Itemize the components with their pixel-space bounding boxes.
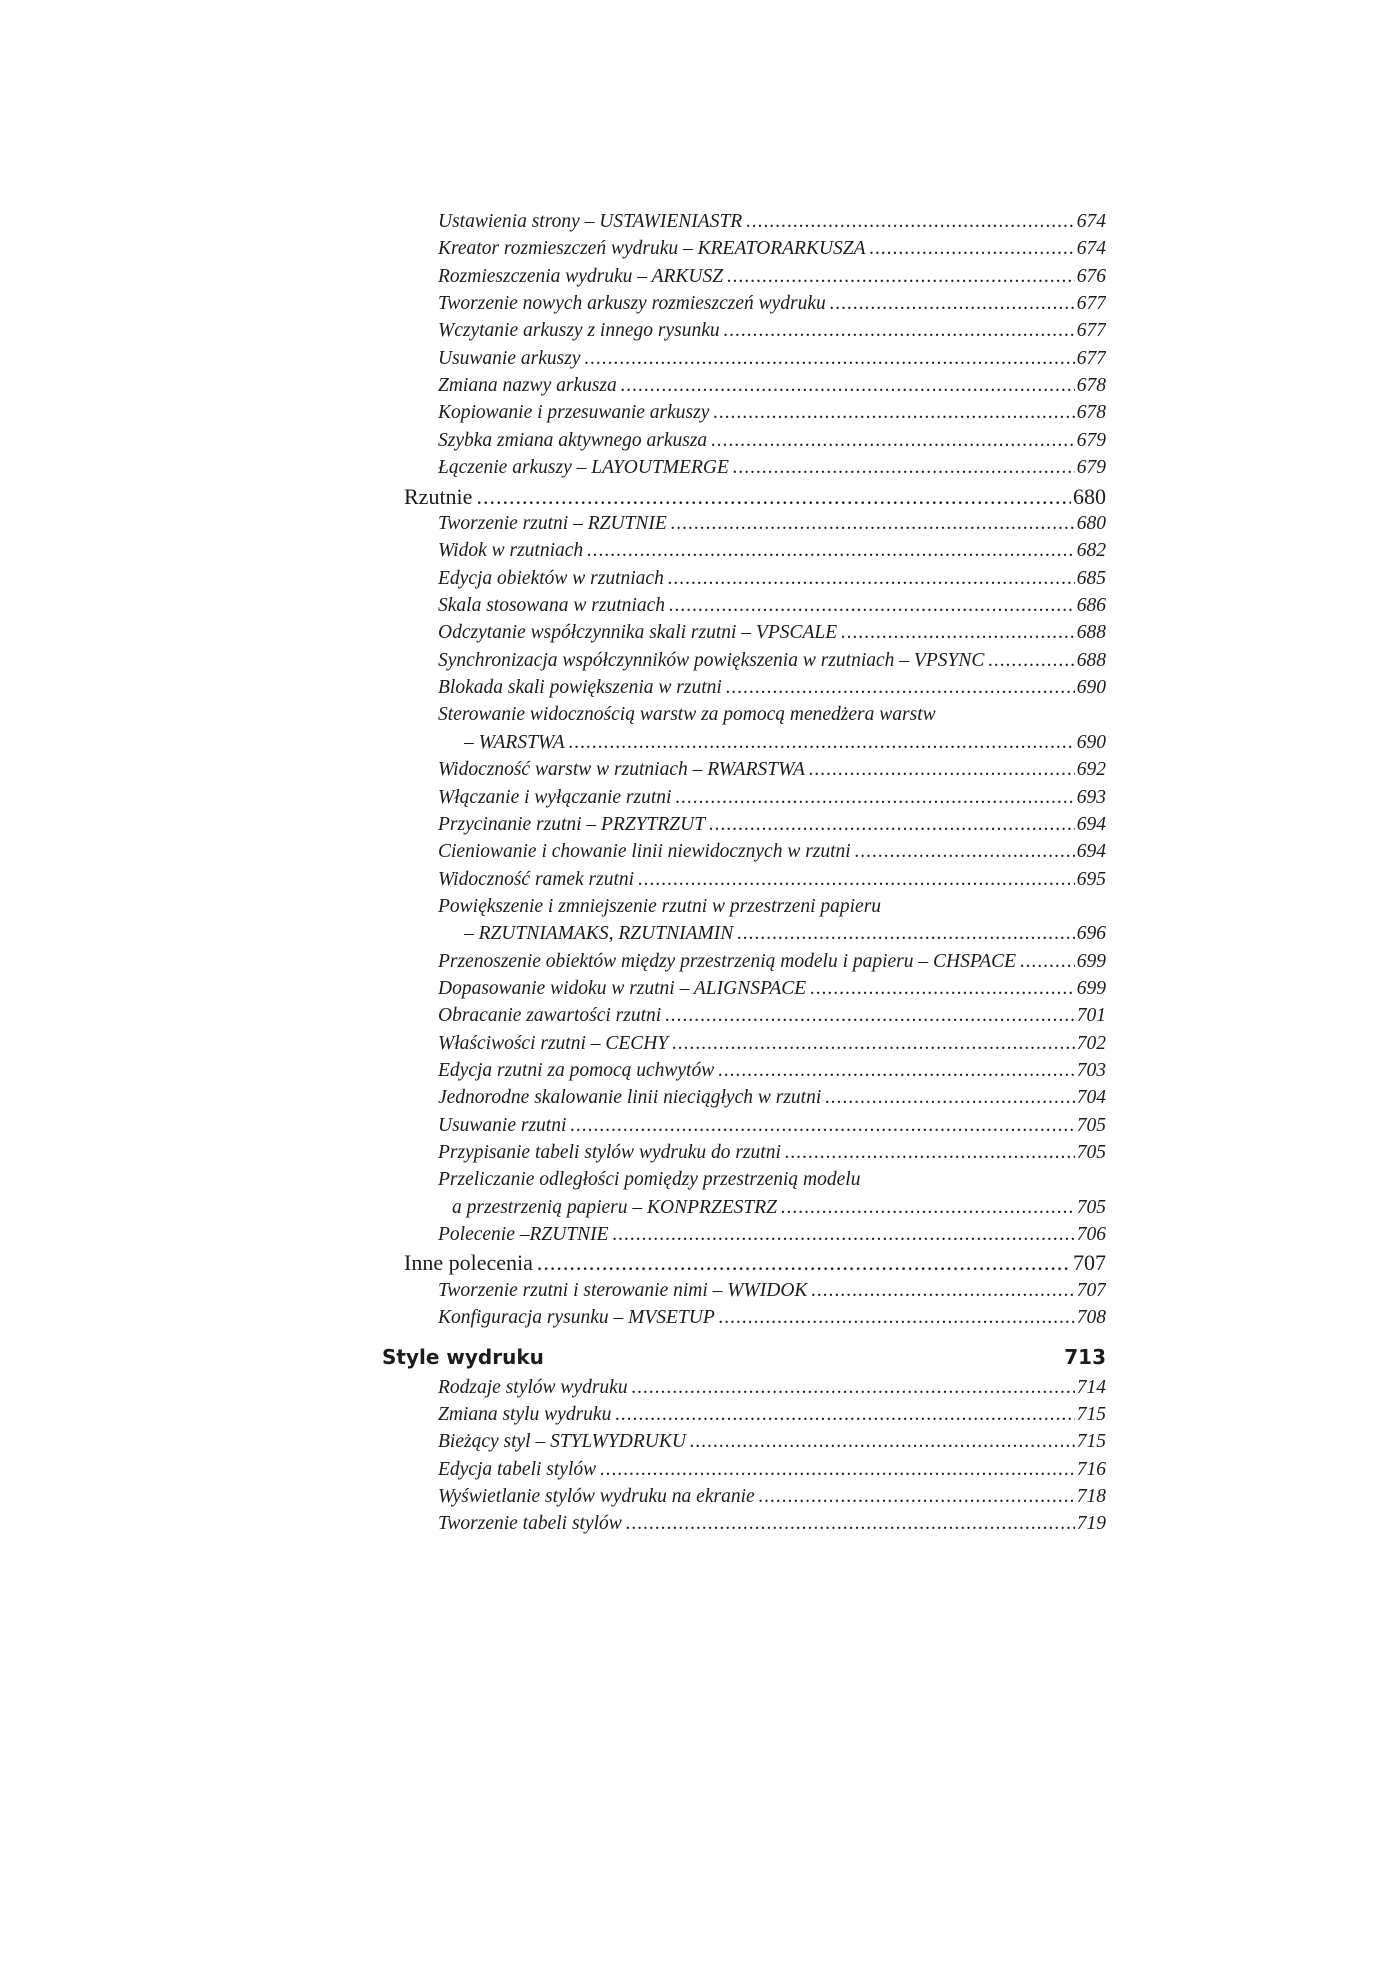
toc-entry[interactable] [438, 318, 1106, 344]
toc-page-number: 677 [1076, 347, 1106, 369]
toc-entry-title: – RZUTNIAMAKS, RZUTNIAMIN [464, 923, 734, 945]
toc-entry-title: Tworzenie rzutni – RZUTNIE [438, 513, 667, 534]
toc-entry-title: Obracanie zawartości rzutni [438, 1005, 662, 1027]
toc-entry-title: Tworzenie rzutni i sterowanie nimi – WWIDOK [438, 1279, 808, 1301]
dot-leader [759, 1484, 1075, 1510]
dot-leader [810, 976, 1075, 1002]
toc-page-number: 713 [1064, 1344, 1106, 1369]
toc-entry[interactable] [438, 949, 1106, 975]
toc-entry[interactable] [438, 1167, 1106, 1193]
toc-entry-title: Rodzaje stylów wydruku [438, 1376, 628, 1398]
toc-entry-title: Przypisanie tabeli stylów wydruku do rzutni [438, 1142, 781, 1164]
dot-leader [613, 1222, 1075, 1248]
dot-leader [737, 921, 1075, 947]
toc-entry-title: Bieżący styl – STYLWYDRUKU [438, 1431, 686, 1453]
toc-page-number: 686 [1076, 595, 1106, 617]
dot-leader [726, 675, 1075, 701]
toc-page-number: 699 [1076, 950, 1106, 972]
toc-page-number: 719 [1076, 1513, 1106, 1535]
toc-entry[interactable] [438, 1058, 1106, 1084]
toc-entry-title: Polecenie –RZUTNIE [438, 1224, 609, 1246]
toc-entry[interactable] [438, 1402, 1106, 1428]
toc-entry-title: Inne polecenia [404, 1250, 533, 1276]
toc-page-number: 694 [1076, 841, 1106, 863]
toc-entry-title: Włączanie i wyłączanie rzutni [438, 786, 672, 808]
toc-entry-title: Wczytanie arkuszy z innego rysunku [438, 320, 720, 342]
dot-leader [781, 1195, 1075, 1221]
toc-entry[interactable] [438, 209, 1106, 235]
toc-entry-title: Wyświetlanie stylów wydruku na ekranie [438, 1486, 755, 1508]
dot-leader [719, 1305, 1075, 1331]
toc-entry-title: Usuwanie arkuszy [438, 347, 581, 369]
toc-entry[interactable] [438, 1222, 1106, 1248]
toc-entry-title: Widoczność ramek rzutni [438, 868, 635, 890]
dot-leader [724, 318, 1075, 344]
dot-leader [746, 209, 1075, 235]
toc-entry[interactable] [438, 455, 1106, 481]
dot-leader [621, 373, 1075, 399]
toc-entry[interactable] [438, 1375, 1106, 1401]
toc-entry[interactable] [438, 428, 1106, 454]
dot-leader [733, 455, 1075, 481]
toc-entry[interactable] [438, 812, 1106, 838]
toc-entry-title: Właściwości rzutni – CECHY [438, 1032, 669, 1054]
toc-page-number: 679 [1076, 457, 1106, 479]
toc-entry[interactable] [438, 236, 1106, 262]
toc-entry-title: Kopiowanie i przesuwanie arkuszy [438, 402, 710, 424]
toc-entry[interactable] [438, 1003, 1106, 1029]
dot-leader [711, 428, 1075, 454]
dot-leader [727, 264, 1075, 290]
toc-entry-title: Ustawienia strony – USTAWIENIASTR [438, 211, 743, 232]
toc-entry-title: Sterowanie widocznością warstw za pomocą menedżera warstw [438, 704, 936, 726]
toc-entry[interactable] [438, 291, 1106, 317]
toc-page-number: 680 [1076, 513, 1106, 534]
dot-leader [668, 566, 1075, 592]
toc-page-number: 714 [1076, 1376, 1106, 1398]
toc-page-number: 690 [1076, 677, 1106, 699]
dot-leader [615, 1402, 1074, 1428]
toc-page-number: 716 [1076, 1458, 1106, 1480]
toc-page-number: 674 [1076, 211, 1106, 232]
toc-entry-title: Odczytanie współczynnika skali rzutni – VPSCALE [438, 622, 838, 644]
toc-entry-title: Kreator rozmieszczeń wydruku – KREATORARKUSZA [438, 238, 866, 260]
toc-entry[interactable] [438, 1457, 1106, 1483]
toc-page-number: 707 [1076, 1279, 1106, 1301]
toc-page-number: 693 [1076, 786, 1106, 808]
toc-entry-title: Rzutnie [404, 483, 473, 509]
dot-leader [825, 1085, 1074, 1111]
toc-page-number: 699 [1076, 977, 1106, 999]
toc-section[interactable] [404, 1249, 1106, 1277]
toc-entry-title: Widoczność warstw w rzutniach – RWARSTWA [438, 759, 805, 781]
dot-leader [1020, 949, 1075, 975]
toc-entry-title: Zmiana nazwy arkusza [438, 375, 617, 397]
toc-page-number: 690 [1076, 731, 1106, 753]
dot-leader [570, 1113, 1074, 1139]
toc-entry[interactable] [438, 1429, 1106, 1455]
toc-entry-title: Edycja tabeli stylów [438, 1458, 597, 1480]
toc-page-number: 703 [1076, 1060, 1106, 1081]
dot-leader [671, 511, 1075, 537]
dot-leader [811, 1278, 1074, 1304]
toc-entry-title: Edycja obiektów w rzutniach [438, 567, 664, 589]
toc-entry-title: Konfiguracja rysunku – MVSETUP [438, 1307, 715, 1329]
dot-leader [870, 236, 1075, 262]
dot-leader [785, 1140, 1075, 1166]
toc-page-number: 688 [1076, 622, 1106, 644]
toc-entry-title: Przeliczanie odległości pomiędzy przestrzenią modelu [438, 1169, 861, 1191]
dot-leader [830, 291, 1075, 317]
dot-leader [600, 1457, 1075, 1483]
toc-entry-title: Tworzenie nowych arkuszy rozmieszczeń wydruku [438, 293, 826, 315]
toc-page-number: 674 [1076, 238, 1106, 260]
toc-entry[interactable] [438, 839, 1106, 865]
toc-page-number: 692 [1076, 759, 1106, 781]
toc-entry[interactable] [438, 894, 1106, 920]
toc-page-number: 701 [1076, 1005, 1106, 1027]
toc-page-number: 694 [1076, 813, 1106, 835]
toc-entry[interactable] [438, 675, 1106, 701]
toc-entry[interactable] [438, 373, 1106, 399]
toc-entry[interactable] [438, 702, 1106, 728]
toc-page-number: 685 [1076, 567, 1106, 589]
dot-leader [675, 785, 1074, 811]
toc-entry[interactable] [438, 1140, 1106, 1166]
dot-leader [626, 1511, 1075, 1537]
toc-entry-title: Style wydruku [382, 1344, 544, 1369]
dot-leader [476, 483, 1071, 511]
toc-page-number: 706 [1076, 1224, 1106, 1246]
toc-page-number: 705 [1076, 1196, 1106, 1218]
toc-entry-title: Tworzenie tabeli stylów [438, 1513, 622, 1535]
toc-entry[interactable] [438, 648, 1106, 674]
dot-leader [718, 1058, 1075, 1084]
toc-page-number: 679 [1076, 429, 1106, 451]
toc-entry[interactable] [438, 1031, 1106, 1057]
dot-leader [569, 730, 1075, 756]
toc-entry-title: Przenoszenie obiektów między przestrzenią modelu i papieru – CHSPACE [438, 950, 1017, 972]
toc-entry-title: – WARSTWA [464, 731, 565, 753]
toc-entry[interactable] [438, 976, 1106, 1002]
toc-chapter[interactable] [382, 1343, 1106, 1371]
dot-leader [638, 867, 1075, 893]
toc-entry-title: Szybka zmiana aktywnego arkusza [438, 429, 708, 451]
toc-page-number: 678 [1076, 402, 1106, 424]
toc-entry[interactable] [438, 400, 1106, 426]
toc-entry-title: Jednorodne skalowanie linii nieciągłych w rzutni [438, 1087, 822, 1109]
toc-page-number: 705 [1076, 1142, 1106, 1164]
toc-page-number: 702 [1076, 1032, 1106, 1054]
toc-entry[interactable] [452, 1195, 1106, 1221]
toc-entry-title: Cieniowanie i chowanie linii niewidocznych w rzutni [438, 841, 851, 863]
toc-page-number: 707 [1073, 1250, 1106, 1276]
toc-entry-title: Rozmieszczenia wydruku – ARKUSZ [438, 265, 724, 287]
toc-entry[interactable] [438, 757, 1106, 783]
dot-leader [809, 757, 1075, 783]
toc-entry-title: Zmiana stylu wydruku [438, 1404, 612, 1425]
toc-page-number: 680 [1073, 483, 1106, 509]
toc-entry[interactable] [464, 921, 1106, 947]
toc-entry-title: Edycja rzutni za pomocą uchwytów [438, 1060, 715, 1081]
toc-entry[interactable] [438, 346, 1106, 372]
dot-leader [713, 400, 1074, 426]
dot-leader [672, 1031, 1075, 1057]
toc-page-number: 682 [1076, 540, 1106, 562]
toc-entry[interactable] [438, 566, 1106, 592]
toc-entry-title: Usuwanie rzutni [438, 1114, 567, 1136]
dot-leader [988, 648, 1074, 674]
toc-section[interactable] [404, 483, 1106, 511]
toc-page-number: 715 [1076, 1431, 1106, 1453]
dot-leader [587, 538, 1075, 564]
toc-page-number: 677 [1076, 320, 1106, 342]
dot-leader [841, 620, 1075, 646]
toc-page-number: 708 [1076, 1307, 1106, 1329]
toc-entry-title: Widok w rzutniach [438, 540, 584, 562]
toc-page-number: 705 [1076, 1114, 1106, 1136]
dot-leader [665, 1003, 1075, 1029]
toc-entry-title: Powiększenie i zmniejszenie rzutni w przestrzeni papieru [438, 895, 882, 917]
toc-entry[interactable] [438, 1085, 1106, 1111]
toc-entry-title: Skala stosowana w rzutniach [438, 595, 665, 617]
toc-entry-title: Przycinanie rzutni – PRZYTRZUT [438, 813, 706, 835]
toc-entry[interactable] [438, 1278, 1106, 1304]
dot-leader [709, 812, 1075, 838]
toc-entry[interactable] [438, 1511, 1106, 1537]
toc-entry[interactable] [438, 511, 1106, 537]
toc-entry-title: Dopasowanie widoku w rzutni – ALIGNSPACE [438, 977, 807, 999]
toc-entry[interactable] [438, 785, 1106, 811]
toc-page-number: 704 [1076, 1087, 1106, 1109]
dot-leader [690, 1429, 1075, 1455]
dot-leader [537, 1249, 1071, 1277]
toc-entry-title: Blokada skali powiększenia w rzutni [438, 677, 722, 699]
toc-entry[interactable] [438, 1113, 1106, 1139]
toc-page-number: 695 [1076, 868, 1106, 890]
toc-entry-title: Synchronizacja współczynników powiększenia w rzutniach – VPSYNC [438, 649, 985, 671]
toc-entry[interactable] [464, 730, 1106, 756]
toc-page-number: 678 [1076, 375, 1106, 397]
dot-leader [632, 1375, 1075, 1401]
toc-page-number: 718 [1076, 1486, 1106, 1508]
toc-entry-title: Łączenie arkuszy – LAYOUTMERGE [438, 457, 729, 479]
dot-leader [669, 593, 1075, 619]
toc-entry[interactable] [438, 1305, 1106, 1331]
toc-entry[interactable] [438, 620, 1106, 646]
toc-page-number: 677 [1076, 293, 1106, 315]
toc-entry[interactable] [438, 538, 1106, 564]
toc-entry-title: a przestrzenią papieru – KONPRZESTRZ [452, 1196, 778, 1218]
toc-page-number: 715 [1076, 1404, 1106, 1425]
toc-entry[interactable] [438, 593, 1106, 619]
toc-entry[interactable] [438, 264, 1106, 290]
dot-leader [584, 346, 1074, 372]
toc-page-number: 696 [1076, 923, 1106, 945]
toc-entry[interactable] [438, 867, 1106, 893]
toc-entry[interactable] [438, 1484, 1106, 1510]
dot-leader [855, 839, 1075, 865]
toc-page-number: 688 [1076, 649, 1106, 671]
toc-page-number: 676 [1076, 265, 1106, 287]
